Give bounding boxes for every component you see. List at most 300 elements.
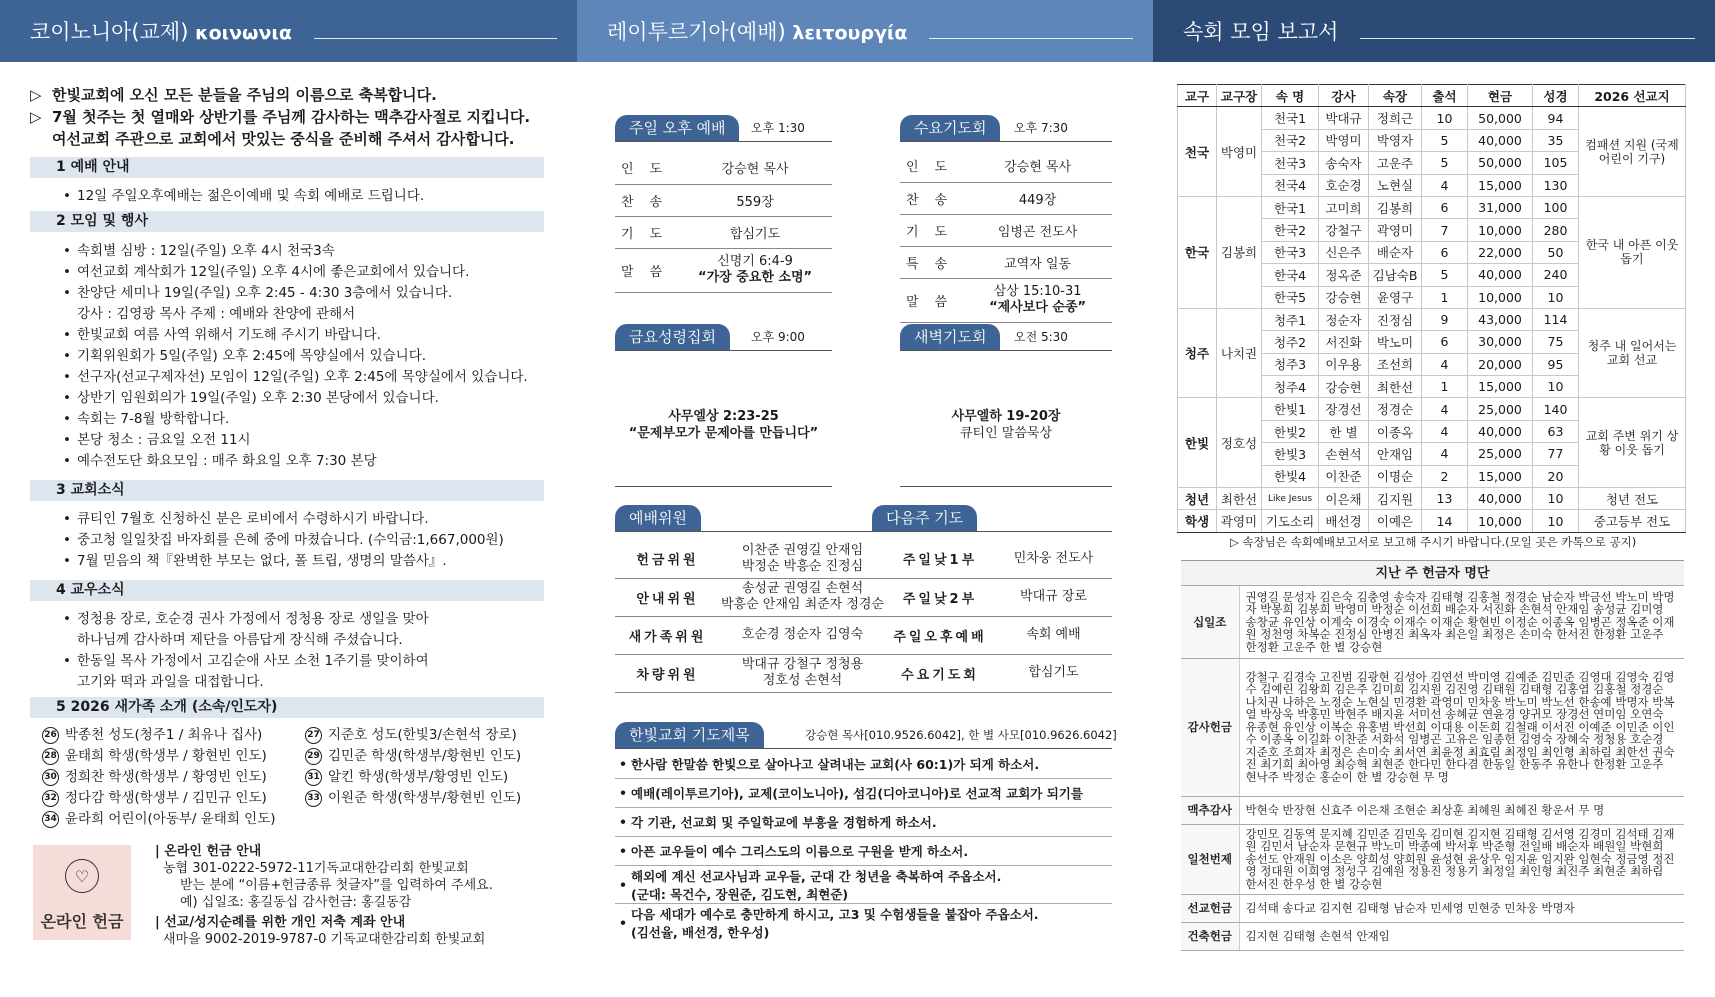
table-row [900,182,1112,214]
list-item: • 예수전도단 화요모임 : 매주 화요일 오후 7:30 본당 [60,451,528,472]
table-row [900,278,1112,322]
newcomer-text: 지준호 성도(한빛3/손현석 장로) [328,727,517,743]
table-row [1178,196,1686,218]
table-cell: 4 [1422,420,1468,442]
list-item: • 속회별 심방 : 12일(주일) 오후 4시 천국3속 [60,241,528,262]
cell-group-report-table [1177,84,1686,533]
intro-line: 여선교회 주관으로 교회에서 맛있는 중식을 준비해 주셔서 감사합니다. [52,130,515,148]
table-cell: 15,000 [1468,174,1533,196]
table-cell: 75 [1533,331,1579,353]
table-cell: 5 [1422,129,1468,151]
table-cell: 김지원 [1369,488,1422,510]
district-cell: 청주 [1178,308,1217,398]
table-cell: 20 [1533,465,1579,487]
table-header-row [1178,85,1686,107]
table-cell: 10,000 [1468,286,1533,308]
table-cell: 천국3 [1262,152,1319,174]
tag-next-prayer: 다음주 기도 [872,505,977,531]
sermon-title: “제사보다 순종” [989,300,1087,315]
column-header: 교구장 [1217,85,1262,107]
district-leader-cell: 김봉희 [1217,196,1262,308]
table-cell: 10 [1422,107,1468,129]
newcomer-text: 윤태희 학생(학생부 / 황현빈 인도) [65,748,267,764]
newcomer-item [305,746,565,767]
prayer-text: • 한사람 한말씀 한빛으로 살아나고 살려내는 교회(사 60:1)가 되게 하소서. [631,757,1040,772]
table-cell: 정희근 [1369,107,1422,129]
row-value: 박대규 장로 [995,578,1112,616]
row-key: 수요기도회 [885,654,995,692]
number-badge: 33 [305,790,322,807]
newcomer-text: 정희찬 학생(학생부 / 황영빈 인도) [65,769,267,785]
table-row [1181,894,1684,922]
row-key: 맥추감사 [1181,796,1239,824]
table-cell: 140 [1533,398,1579,420]
table-cell: 손현석 [1319,443,1369,465]
wednesday-prayer-table [900,150,1112,323]
divider [615,350,832,351]
row-key: 감사헌금 [1181,658,1239,796]
table-cell: 10 [1533,286,1579,308]
table-cell: 서진화 [1319,331,1369,353]
row-key: 선교헌금 [1181,894,1239,922]
list-item: • 기획위원회가 5일(주일) 오후 2:45에 목양실에서 있습니다. [60,346,528,367]
divider [900,350,1112,351]
table-cell: 김봉희 [1369,196,1422,218]
header-koinonia-ko: 코이노니아(교제) [30,20,189,44]
column-header: 속 명 [1262,85,1319,107]
table-row [1178,488,1686,510]
table-cell: 43,000 [1468,308,1533,330]
table-cell: 40,000 [1468,488,1533,510]
table-cell: 2 [1422,465,1468,487]
divider [615,141,832,142]
table-cell: 곽영미 [1369,219,1422,241]
table-cell: 박영자 [1369,129,1422,151]
newcomers-left [42,725,292,830]
newcomers-right [305,725,565,809]
column-header: 성경 [1533,85,1579,107]
table-cell: 한빛1 [1262,398,1319,420]
friday-sermon [615,408,832,442]
row-value: 449장 [963,182,1112,214]
prayer-text: (군대: 목건수, 장원준, 김도현, 최현준) [631,886,849,902]
table-cell: 50,000 [1468,107,1533,129]
table-cell: 한빛2 [1262,420,1319,442]
table-cell: 100 [1533,196,1579,218]
table-cell: 10,000 [1468,219,1533,241]
row-key: 찬송 [900,182,963,214]
table-cell: 한국2 [1262,219,1319,241]
newcomer-text: 김민준 학생(학생부/황현빈 인도) [328,748,522,764]
section-heading-worship: 1 예배 안내 [30,157,544,178]
table-cell: 한빛4 [1262,465,1319,487]
account-line: 새마을 9002-2019-9787-0 기독교대한감리회 한빛교회 [163,932,486,947]
sunday-service-time: 오후 1:30 [751,121,805,135]
table-cell: 강승현 [1319,376,1369,398]
wednesday-prayer-time: 오후 7:30 [1014,121,1068,135]
prayer-item [615,750,1112,779]
report-note: ▷ 속장님은 속회예배보고서로 보고해 주시기 바랍니다.(모일 곳은 카톡으로 공지) [1230,535,1637,549]
row-key: 특송 [900,246,963,278]
table-row [1181,586,1684,658]
newcomer-text: 박종천 성도(청주1 / 최유나 집사) [65,727,263,743]
pastor-contact: 강승현 목사[010.9526.6042], 한 별 사모[010.9626.6042] [805,728,1117,742]
row-value: 강승현 목사 [963,150,1112,182]
table-cell: 5 [1422,264,1468,286]
newcomer-item [42,809,292,830]
table-cell: 강승현 [1319,286,1369,308]
online-title: | 온라인 헌금 안내 [155,844,262,859]
table-row [1181,796,1684,824]
section-heading-news: 3 교회소식 [30,480,544,501]
table-row [885,578,1112,616]
newcomer-text: 윤라희 어린이(아동부/ 윤태희 인도) [65,811,276,827]
table-cell: 15,000 [1468,465,1533,487]
tag-wednesday-prayer: 수요기도회 [900,115,1000,141]
table-cell: 14 [1422,510,1468,532]
table-cell: 배순자 [1369,241,1422,263]
tag-dawn-prayer: 새벽기도회 [900,324,1000,350]
online-offering-info [155,843,493,948]
row-key: 말씀 [615,248,678,292]
table-cell: 청주4 [1262,376,1319,398]
table-cell: 20,000 [1468,353,1533,375]
savings-title: | 선교/성지순례를 위한 개인 저축 계좌 안내 [155,915,406,930]
table-cell: 박대규 [1319,107,1369,129]
row-key: 차량위원 [615,654,720,692]
table-cell: 학생 [1178,510,1217,532]
table-cell: 22,000 [1468,241,1533,263]
row-value: 김지현 김태형 손현석 안재임 [1239,922,1684,950]
row-key: 새가족위원 [615,616,720,654]
account-line: 농협 301-0222-5972-11기독교대한감리회 한빛교회 [163,861,469,876]
prayer-text: • 예배(레이투르기아), 교제(코이노니아), 섬김(디아코니아)로 선교적 교회가 되기를 [631,786,1083,801]
table-cell: 10 [1533,376,1579,398]
row-key: 찬송 [615,184,678,216]
table-cell: 1 [1422,376,1468,398]
table-cell: 15,000 [1468,376,1533,398]
list-item: • 한동일 목사 가정에서 고김순애 사모 소천 1주기를 맞이하여 [60,651,429,672]
number-badge: 34 [42,811,59,828]
online-offering-badge [33,845,131,940]
table-cell: 95 [1533,353,1579,375]
table-row [615,248,832,292]
header-koinonia-gr: κοινωνια [195,22,292,44]
table-cell: 이우용 [1319,353,1369,375]
table-row [900,150,1112,182]
header-report [1153,0,1715,62]
table-cell: 4 [1422,174,1468,196]
table-row [1181,658,1684,796]
table-cell: 장경선 [1319,398,1369,420]
table-cell: 35 [1533,129,1579,151]
row-value: 강승현 목사 [678,152,832,184]
table-cell: 94 [1533,107,1579,129]
sermon-title: “가장 중요한 소명” [698,270,813,285]
sermon-title: 큐티인 말씀묵상 [959,426,1053,441]
column-header: 교구 [1178,85,1217,107]
column-header: 강사 [1319,85,1369,107]
table-cell: 6 [1422,331,1468,353]
prayer-item [615,808,1112,837]
row-key: 주일낮2부 [885,578,995,616]
table-cell: 송숙자 [1319,152,1369,174]
newcomer-item [305,788,565,809]
row-value: 합심기도 [678,216,832,248]
row-key: 십일조 [1181,586,1239,658]
table-cell: 김남숙B [1369,264,1422,286]
table-cell: 곽영미 [1217,510,1262,532]
table-row [1181,922,1684,950]
number-badge: 29 [305,748,322,765]
divider [900,141,1112,142]
row-key: 주일낮1부 [885,540,995,578]
row-value: 속회 예배 [995,616,1112,654]
number-badge: 26 [42,727,59,744]
table-cell: 4 [1422,353,1468,375]
column-header: 2026 선교지 [1579,85,1686,107]
table-cell: 4 [1422,443,1468,465]
number-badge: 30 [42,769,59,786]
prayer-text: • 아픈 교우들이 예수 그리스도의 이름으로 구원을 받게 하소서. [631,844,969,859]
newcomer-item [42,788,292,809]
table-cell: 천국4 [1262,174,1319,196]
row-value: 강철구 김경숙 고진범 김광현 김성아 김연선 박미영 김예준 김민준 김영대 김영숙 김영수 김예린 김왕희 김은주 김미희 김지원 김진영 김태원 김태형 김홍엽 김홍철 정경순 나치권 나하은 노정순 노현실 민경환 곽영미 민차웅 박노미 박노선 한송예 박명자 박복열 박상욱 박홍민 박현주 배지윤 서미선 송혜균 연윤경 양귀모 장경선 연미임 오연숙 유종현 유인상 이복순 유홍범 박선희 이대용 이돈희 김철래 이서진 이예준 이민준 이인수 이종옥 이길화 이찬준 서화석 임병곤 고유은 임종헌 김영숙 장혜숙 정청용 호순경 지준호 조희자 최정은 손미숙 최서연 최윤정 최효림 최정임 최인형 최하림 최한선 권숙진 최기희 최아영 최승혁 최현준 한다민 한다겸 한동일 한동주 유한나 한정환 고운주 현낙주 박정순 홍순이 한 별 강승현 무 명 [1239,658,1684,796]
sunday-service-table [615,152,832,293]
tag-prayer-topics: 한빛교회 기도제목 [615,722,764,748]
list-item: • 여선교회 계삭회가 12일(주일) 오후 4시에 좋은교회에서 있습니다. [60,262,528,283]
table-cell: 이예은 [1369,510,1422,532]
prayer-item [615,837,1112,866]
table-cell: 4 [1422,398,1468,420]
table-cell: 진정심 [1369,308,1422,330]
list-item: • 큐티인 7월호 신청하신 분은 로비에서 수령하시기 바랍니다. [60,509,504,530]
table-row [885,616,1112,654]
row-value: 교역자 일동 [963,246,1112,278]
table-cell: 114 [1533,308,1579,330]
district-leader-cell: 박영미 [1217,107,1262,197]
newcomer-item [305,725,565,746]
district-cell: 천국 [1178,107,1217,197]
row-key: 주일오후예배 [885,616,995,654]
list-item: • 속회는 7-8월 방학합니다. [60,409,528,430]
list-item-continued: 강사 : 김영광 목사 주제 : 예배와 찬양에 관해서 [77,306,356,322]
table-cell: 240 [1533,264,1579,286]
table-cell: 1 [1422,286,1468,308]
sermon-ref: 신명기 6:4-9 [717,254,793,269]
table-row [615,654,885,692]
table-cell: 한국4 [1262,264,1319,286]
table-cell: 고미희 [1319,196,1369,218]
row-value: 559장 [678,184,832,216]
intro-line: ▷ 한빛교회에 오신 모든 분들을 주님의 이름으로 축복합니다. [30,84,570,106]
header-leitourgia-gr: λειτουργία [792,22,908,44]
table-cell: 한국3 [1262,241,1319,263]
intro-line: ▷ 7월 첫주는 첫 열매와 상반기를 주님께 감사하는 맥추감사절로 지킵니다. [30,106,570,128]
header-report-title: 속회 모임 보고서 [1183,20,1339,44]
row-value: 권영길 문성자 김은숙 김충영 송숙자 김태형 김홍철 정경순 남순자 박금선 박노미 박명자 박봉희 김봉희 박영미 박정순 이선희 배순자 서진화 손현석 안재임 송성균 김미영 송창균 유인상 이계숙 이경숙 이재수 이재순 황현빈 이정순 이종옥 임병곤 정옥준 이재원 정천영 차복순 진정심 안병진 최옥자 최은일 최정은 손미숙 한서진 한정환 고운주 한정환 고운주 한 별 강승현 [1239,586,1684,658]
table-cell: 9 [1422,308,1468,330]
number-badge: 27 [305,727,322,744]
section-heading-events: 2 모임 및 행사 [30,211,544,232]
column-header: 속장 [1369,85,1422,107]
row-value: 호순경 정순자 김영숙 [741,627,864,642]
table-cell: 정옥준 [1319,264,1369,286]
sermon-ref: 사무엘상 2:23-25 [668,409,779,424]
row-value: 박현숙 반장현 신효주 이은채 조현순 최상훈 최혜원 최혜진 황운서 무 명 [1239,796,1684,824]
table-cell: 이명순 [1369,465,1422,487]
header-leitourgia-ko: 레이투르기아(예배) [607,20,786,44]
row-value: 강민모 김동역 문지혜 김민준 김민욱 김미현 김지현 김태형 김서영 김경미 김석태 김재원 김민서 남순자 문현규 박노미 박종예 박서후 박준형 전일배 배순자 배원일 박현희 송선도 안재원 이소은 양희성 양희원 윤성현 윤상우 임지윤 임지완 임현숙 정금영 정진영 정대원 이희영 정성구 김예원 정용진 정용기 최정일 최인형 최진주 최현준 최하림 한서진 한우성 한 별 강승현 [1239,824,1684,894]
number-badge: 32 [42,790,59,807]
table-cell: 25,000 [1468,443,1533,465]
newcomer-text: 정다감 학생(학생부 / 김민규 인도) [65,790,267,806]
section-events-list [60,241,528,472]
table-cell: 40,000 [1468,420,1533,442]
table-cell: 최한선 [1369,376,1422,398]
table-cell: 280 [1533,219,1579,241]
table-cell: 이은채 [1319,488,1369,510]
header-rule [1360,38,1695,39]
number-badge: 31 [305,769,322,786]
column-header: 현금 [1468,85,1533,107]
table-cell: 노현실 [1369,174,1422,196]
sermon-ref: 삼상 15:10-31 [993,284,1082,299]
divider [615,748,1112,749]
table-cell: 조선희 [1369,353,1422,375]
newcomer-item [42,767,292,788]
table-cell: 정경순 [1369,398,1422,420]
prayer-text: • 해외에 계신 선교사님과 교우들, 군대 간 청년을 축복하여 주옵소서. [631,868,1002,884]
dawn-sermon [900,408,1112,442]
newcomer-item [42,746,292,767]
table-row [885,540,1112,578]
committee-table [615,540,885,693]
table-cell: 강철구 [1319,219,1369,241]
table-cell: 40,000 [1468,264,1533,286]
mission-cell: 교회 주변 위기 상황 이웃 돕기 [1579,398,1686,488]
section-news-list [60,509,504,572]
table-row [615,152,832,184]
table-cell: 13 [1422,488,1468,510]
table-cell: 10 [1533,510,1579,532]
heart-icon: ♡ [65,859,99,893]
newcomer-item [305,767,565,788]
prayer-topics-list [615,750,1112,942]
mission-cell: 청주 내 일어서는 교회 선교 [1579,308,1686,398]
list-item: • 선구자(선교구제자선) 모임이 12일(주일) 오후 2:45에 목양실에서 있습니다. [60,367,528,388]
table-cell: 7 [1422,219,1468,241]
divider [615,486,832,487]
mission-cell: 한국 내 아픈 이웃 돕기 [1579,196,1686,308]
row-key: 기도 [615,216,678,248]
table-row [885,654,1112,692]
table-cell: 천국1 [1262,107,1319,129]
prayer-item [615,866,1112,904]
table-cell: 63 [1533,420,1579,442]
list-item: • 12일 주일오후예배는 젊은이예배 및 속회 예배로 드립니다. [60,186,424,207]
row-value: 박대규 강철구 정청용 [741,657,864,672]
prayer-text: • 다음 세대가 예수로 충만하게 하시고, 고3 및 수험생들을 붙잡아 주옵소서. [631,907,1039,922]
prayer-text: • 각 기관, 선교회 및 주일학교에 부흥을 경험하게 하소서. [631,815,937,830]
newcomer-text: 이원준 학생(학생부/황현빈 인도) [328,790,522,806]
donors-title: 지난 주 헌금자 명단 [1181,560,1684,586]
section-heading-members: 4 교우소식 [30,580,544,601]
table-cell: 25,000 [1468,398,1533,420]
table-row [900,214,1112,246]
table-cell: 이종옥 [1369,420,1422,442]
row-key: 말씀 [900,278,963,322]
table-cell: Like Jesus [1262,488,1319,510]
table-cell: 한 별 [1319,420,1369,442]
row-key: 일천번제 [1181,824,1239,894]
online-offering-label: 온라인 헌금 [40,912,124,931]
table-row [615,184,832,216]
district-leader-cell: 나치권 [1217,308,1262,398]
next-prayer-table [885,540,1112,693]
table-row [615,578,885,616]
newcomer-text: 알킨 학생(학생부/황영빈 인도) [328,769,509,785]
header-koinonia [0,0,577,62]
dawn-prayer-time: 오전 5:30 [1014,330,1068,344]
divider [900,486,1112,487]
tag-committee: 예배위원 [615,505,701,531]
mission-cell: 컴패션 지원 (국제어린이 기구) [1579,107,1686,197]
prayer-item [615,904,1112,942]
list-item: • 중고청 일일찻집 바자회를 은혜 중에 마쳤습니다. (수익금:1,667,000원) [60,530,504,551]
row-key: 헌금위원 [615,540,720,578]
row-value: 정호성 손현석 [762,673,843,688]
district-cell: 한국 [1178,196,1217,308]
row-value: 합심기도 [995,654,1112,692]
row-value: 임병곤 전도사 [963,214,1112,246]
table-row [615,540,885,578]
table-cell: 최한선 [1217,488,1262,510]
divider [615,531,1112,532]
tag-sunday-service: 주일 오후 예배 [615,115,739,141]
district-cell: 한빛 [1178,398,1217,488]
list-item: • 7월 믿음의 책『완벽한 부모는 없다, 폴 트립, 생명의 말씀사』. [60,551,504,572]
intro-block [30,84,570,150]
table-cell: 청년 [1178,488,1217,510]
table-cell: 30,000 [1468,331,1533,353]
table-cell: 5 [1422,152,1468,174]
row-value: 이찬준 권영길 안재임 [741,542,864,558]
list-item: • 찬양단 세미나 19일(주일) 오후 2:45 - 4:30 3층에서 있습니다. [60,283,528,304]
table-cell: 130 [1533,174,1579,196]
table-cell: 청년 전도 [1579,488,1686,510]
table-cell: 정순자 [1319,308,1369,330]
table-cell: 31,000 [1468,196,1533,218]
row-value: 송성균 권영길 손현석 [741,581,864,596]
table-cell: 10 [1533,488,1579,510]
header-leitourgia [577,0,1153,62]
section-worship-list [60,186,424,207]
table-cell: 윤영구 [1369,286,1422,308]
row-value: 김석태 송다교 김지현 김태형 남순자 민세영 민현중 민차웅 박명자 [1239,894,1684,922]
friday-meeting-time: 오후 9:00 [751,330,805,344]
account-line: 예) 십일조: 홍길동십 감사헌금: 홍길동감 [180,895,412,910]
table-cell: 천국2 [1262,129,1319,151]
district-leader-cell: 정호성 [1217,398,1262,488]
column-header: 출석 [1422,85,1468,107]
table-cell: 청주3 [1262,353,1319,375]
sermon-title: “문제부모가 문제아를 만듭니다” [628,426,819,441]
list-item: • 상반기 임원회의가 19일(주일) 오후 2:30 본당에서 있습니다. [60,388,528,409]
list-item: • 한빛교회 여름 사역 위해서 기도해 주시기 바랍니다. [60,325,528,346]
table-cell: 50 [1533,241,1579,263]
table-cell: 신은주 [1319,241,1369,263]
